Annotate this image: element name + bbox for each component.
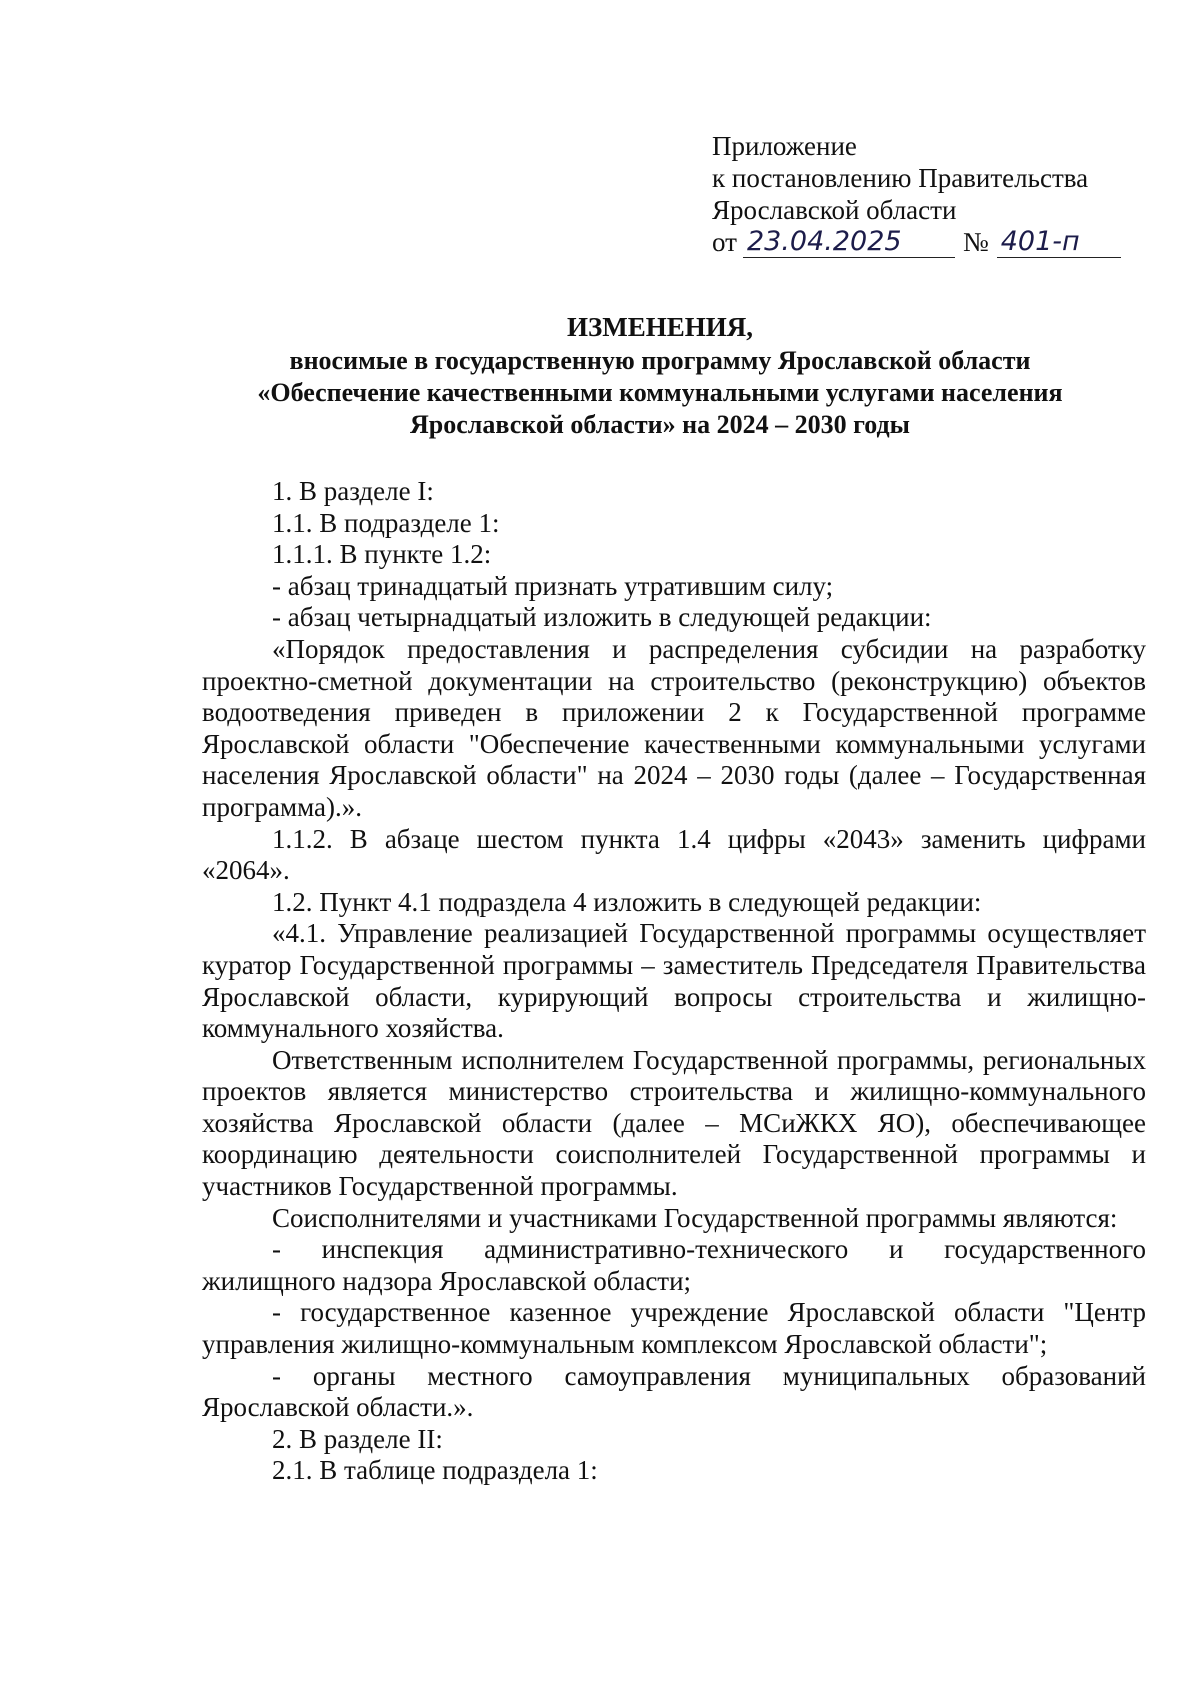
title-heading: ИЗМЕНЕНИЯ,: [566, 312, 753, 342]
document-body: [202, 476, 1146, 1487]
appendix-label: Приложение: [712, 131, 857, 161]
paragraph: - инспекция административно-технического и государственного жилищного надзора Ярославской области;: [202, 1234, 1146, 1296]
title-line-2: «Обеспечение качественными коммунальными услугами населения: [257, 378, 1063, 407]
title-line-1: вносимые в государственную программу Ярославской области: [289, 346, 1031, 375]
paragraph: 1.1.2. В абзаце шестом пункта 1.4 цифры «2043» заменить цифрами «2064».: [202, 823, 1146, 886]
handwritten-number: 401-п: [997, 227, 1121, 258]
paragraph: «Порядок предоставления и распределения субсидии на разработку проектно-сметной документации на строительство (реконструкцию) объектов водоотведения приведен в приложении 2 к Государственной программе Ярославской области "Обеспечение качественными коммунальными услугами населения Ярославской области" на 2024 – 2030 годы (далее – Государственная программа).».: [202, 633, 1146, 822]
date-number-row: [712, 226, 1152, 258]
date-prefix: от: [712, 227, 737, 257]
document-title: [180, 311, 1140, 441]
paragraph: 2.1. В таблице подраздела 1:: [272, 1455, 598, 1486]
paragraph: 1.1. В подразделе 1:: [272, 507, 500, 538]
appendix-region: Ярославской области: [712, 195, 957, 225]
paragraph: - органы местного самоуправления муниципальных образований Ярославской области.».: [202, 1360, 1146, 1423]
paragraph: 2. В разделе II:: [272, 1423, 443, 1454]
paragraph: Ответственным исполнителем Государственной программы, региональных проектов является министерство строительства и жилищно-коммунального хозяйства Ярославской области (далее – МСиЖКХ ЯО), обеспечивающее координацию деятельности соисполнителей Государственной программы и участников Государственной программы.: [202, 1044, 1146, 1202]
paragraph: Соисполнителями и участниками Государственной программы являются:: [272, 1202, 1118, 1233]
paragraph: - абзац четырнадцатый изложить в следующей редакции:: [272, 602, 932, 633]
paragraph: 1.2. Пункт 4.1 подраздела 4 изложить в следующей редакции:: [272, 886, 982, 917]
title-line-3: Ярославской области» на 2024 – 2030 годы: [410, 410, 910, 439]
paragraph: 1. В разделе I:: [272, 476, 434, 506]
number-sign: №: [962, 227, 989, 257]
handwritten-date: 23.04.2025: [743, 227, 955, 258]
appendix-resolution-ref: к постановлению Правительства: [712, 163, 1089, 193]
appendix-header: [712, 130, 1152, 258]
paragraph: 1.1.1. В пункте 1.2:: [272, 539, 492, 570]
paragraph: «4.1. Управление реализацией Государственной программы осуществляет куратор Государственной программы – заместитель Председателя Правительства Ярославской области, курирующий вопросы строительства и жилищно-коммунального хозяйства.: [202, 918, 1146, 1044]
paragraph: - государственное казенное учреждение Ярославской области "Центр управления жилищно-коммунальным комплексом Ярославской области";: [202, 1297, 1146, 1360]
paragraph: - абзац тринадцатый признать утратившим силу;: [272, 570, 834, 601]
